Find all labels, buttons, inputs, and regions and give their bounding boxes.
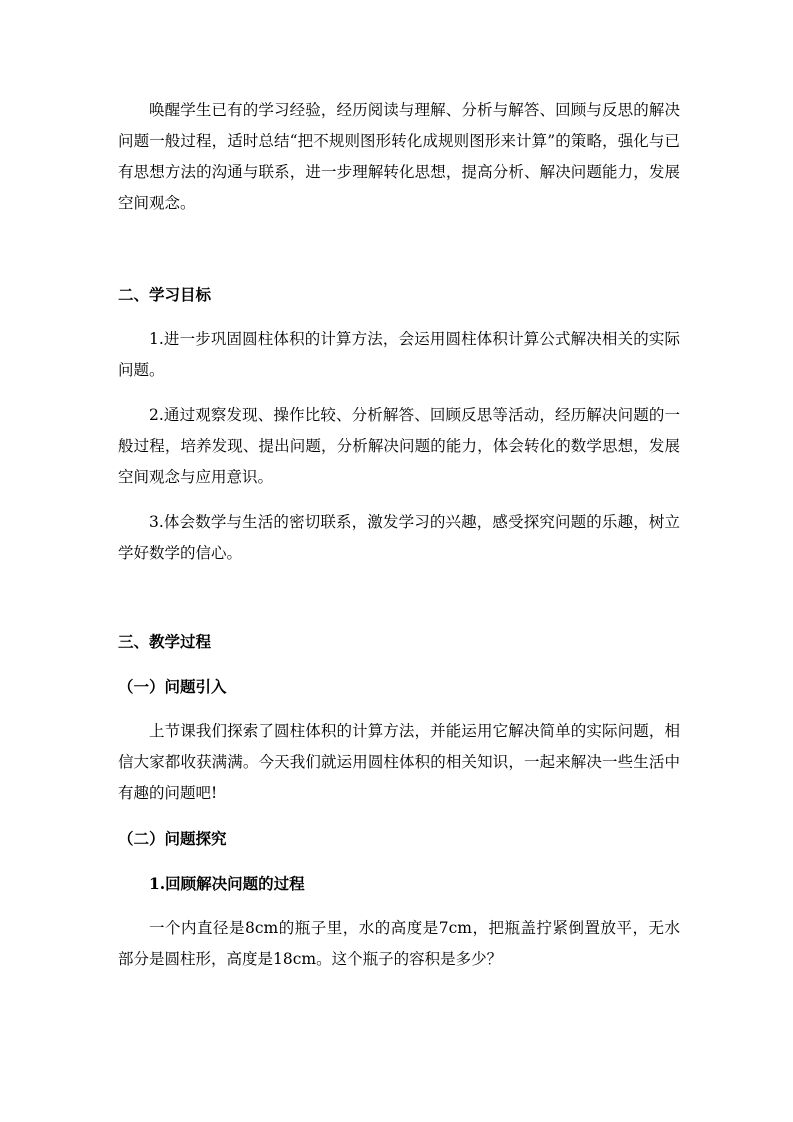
- subsection-heading-intro: （一）问题引入: [118, 677, 227, 696]
- spacer: [118, 657, 680, 671]
- objective-item-3: 3.体会数学与生活的密切联系，激发学习的兴趣，感受探究问题的乐趣，树立学好数学的信心。: [118, 513, 680, 562]
- intro-paragraph: 唤醒学生已有的学习经验，经历阅读与理解、分析与解答、回顾与反思的解决问题一般过程，适时总结“把不规则图形转化成规则图形来计算”的策略，强化与已有思想方法的沟通与联系，进一步理解转化思想，提高分析、解决问题能力，发展空间观念。: [118, 101, 680, 212]
- spacer: [118, 702, 680, 716]
- spacer: [118, 854, 680, 868]
- spacer: [118, 493, 680, 507]
- section-heading-objectives: 二、学习目标: [118, 285, 212, 304]
- objective-item-2: 2.通过观察发现、操作比较、分析解答、回顾反思等活动，经历解决问题的一般过程，培养发现、提出问题，分析解决问题的能力，体会转化的数学思想，发展空间观念与应用意识。: [118, 406, 680, 486]
- spacer: [118, 219, 680, 279]
- section-heading-process: 三、教学过程: [118, 632, 212, 651]
- spacer: [118, 809, 680, 823]
- spacer: [118, 569, 680, 626]
- problem-paragraph: 一个内直径是8cm的瓶子里，水的高度是7cm，把瓶盖拧紧倒置放平，无水部分是圆柱形，高度是18cm。这个瓶子的容积是多少？: [118, 919, 680, 968]
- subsection-intro-paragraph: 上节课我们探索了圆柱体积的计算方法，并能运用它解决简单的实际问题，相信大家都收获满满。今天我们就运用圆柱体积的相关知识，一起来解决一些生活中有趣的问题吧!: [118, 722, 680, 802]
- spacer: [118, 899, 680, 913]
- spacer: [118, 386, 680, 400]
- item-heading-review: 1.回顾解决问题的过程: [149, 874, 305, 893]
- objective-item-1: 1.进一步巩固圆柱体积的计算方法，会运用圆柱体积计算公式解决相关的实际问题。: [118, 330, 680, 379]
- document-page: [118, 95, 680, 975]
- subsection-heading-explore: （二）问题探究: [118, 829, 227, 848]
- spacer: [118, 310, 680, 324]
